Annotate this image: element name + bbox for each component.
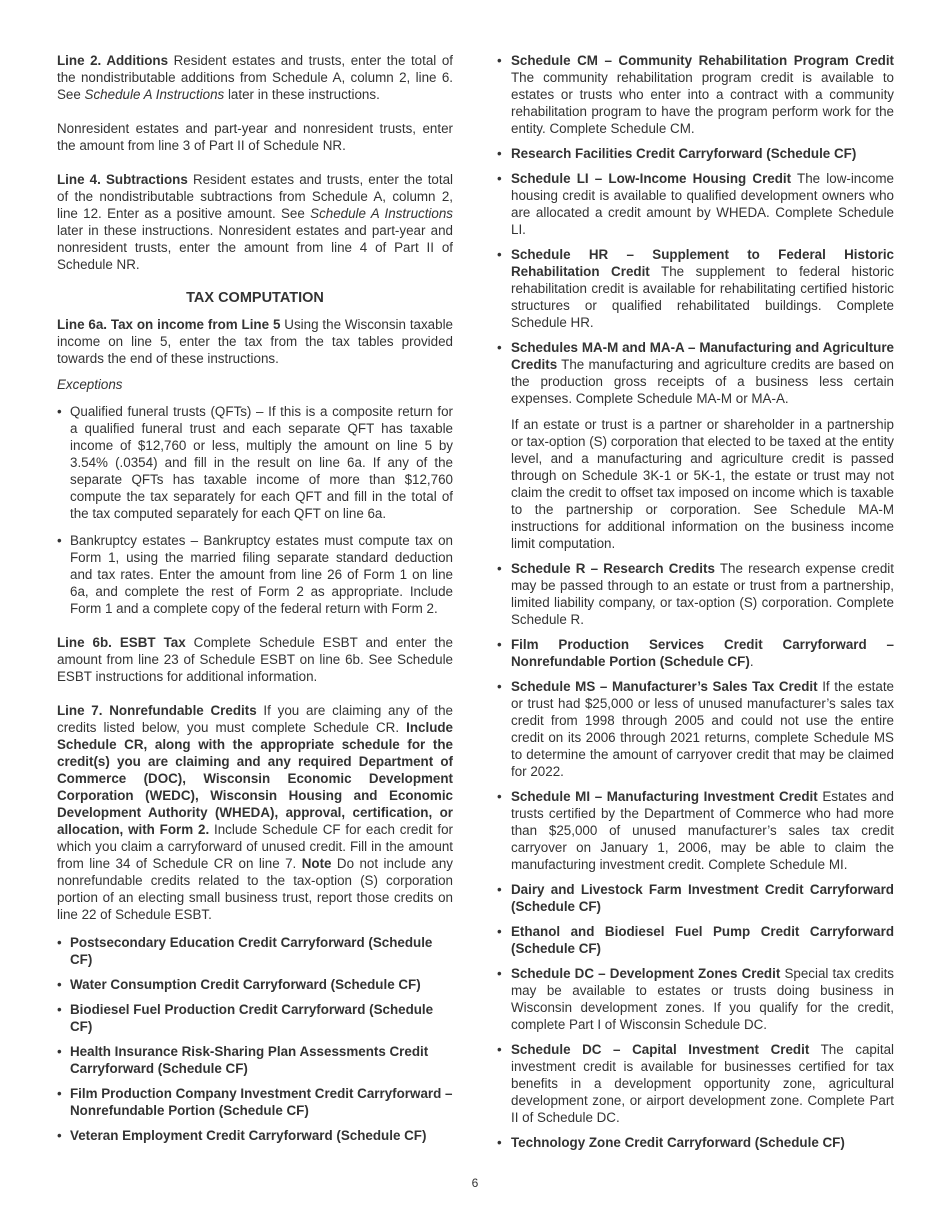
line4-text: Resident estates and trusts, enter the total of the nondistributable subtractions from Schedule A, column 2, line 12. Enter as a positive amount. See: [57, 172, 454, 221]
line7-text: If you are claiming any of the credits listed below, you must complete Schedule CR.: [57, 703, 453, 735]
exceptions-label: Exceptions: [57, 377, 123, 392]
page-number: 6: [471, 1176, 479, 1190]
list-item: • Water Consumption Credit Carryforward (Schedule CF): [57, 977, 421, 992]
list-item: • Veteran Employment Credit Carryforward (Schedule CF): [57, 1128, 427, 1143]
line6b-paragraph: [57, 634, 453, 685]
credit-title: Schedule CM – Community Rehabilitation Program Credit: [511, 53, 894, 68]
exceptions-list: [57, 403, 453, 617]
exception-text: Qualified funeral trusts (QFTs) – If this is a composite return for a qualified funeral trust and each separate QFT has taxable income of $12,760 or less, multiply the amount on line 5 by 3.54% (.0354) and fill in the result on line 6a. If any of the separate QFTs has taxable income of more than $12,760 compute the tax separately for each QFT and fill in the total of the tax computed separately for each QFT on line 6a.: [70, 404, 453, 521]
list-item: • Schedule MS – Manufacturer’s Sales Tax Credit If the estate or trust had $25,000 or less of unused manufacturer’s sales tax credit from 1998 through 2005 and could not use the entire credit on its 2006 through 2021 returns, complete Schedule MS to determine the amount of carryover credit that may be claimed for 2022.: [497, 679, 894, 779]
line6a-paragraph: [57, 316, 453, 367]
credit-text: The research expense credit may be passed through to an estate or trust from a partnership, limited liability company, or tax-option (S) corporation. Complete Schedule R.: [511, 561, 894, 627]
exception-text: Bankruptcy estates – Bankruptcy estates must compute tax on Form 1, using the married filing separate standard deduction and tax rates. Enter the amount from line 26 of Form 1 on line 6a, and complete the rest of Form 2 as appropriate. Include Form 1 and a complete copy of the federal return with Form 2.: [70, 533, 453, 616]
credit-title: Research Facilities Credit Carryforward (Schedule CF): [511, 146, 857, 161]
credit-text: Estates and trusts certified by the Department of Commerce who had more than $25,000 of unused manufacturer’s sales tax credit carryover on January 1, 2006, may be able to claim the manufacturing investment credit. Complete Schedule MI.: [511, 789, 894, 872]
list-item: • Bankruptcy estates – Bankruptcy estates must compute tax on Form 1, using the married filing separate standard deduction and tax rates. Enter the amount from line 26 of Form 1 on line 6a, and complete the rest of Form 2 as appropriate. Include Form 1 and a complete copy of the federal return with Form 2.: [57, 533, 453, 616]
credit-title: Dairy and Livestock Farm Investment Credit Carryforward (Schedule CF): [511, 882, 894, 914]
list-item: • Film Production Services Credit Carryforward – Nonrefundable Portion (Schedule CF).: [497, 637, 894, 669]
list-item: • Research Facilities Credit Carryforward (Schedule CF): [497, 146, 857, 161]
credit-label: Health Insurance Risk-Sharing Plan Assessments Credit Carryforward (Schedule CF): [70, 1044, 429, 1076]
list-item: • Health Insurance Risk-Sharing Plan Assessments Credit Carryforward (Schedule CF): [57, 1044, 429, 1076]
list-item: • Schedules MA-M and MA-A – Manufacturing and Agriculture Credits The manufacturing and agriculture credits are based on the production gross receipts of a business less certain expenses. Complete Schedule MA-M or MA-A. If an estate or trust is a partner or shareholder in a partnership or tax-option (S) corporation that elected to be taxed at the entity level, and a manufacturing and agriculture credit is passed through on Schedule 3K-1 or 5K-1, the estate or trust may not claim the credit to offset tax imposed on income which is taxable to the partnership or corporation. See Schedule MA-M instructions for additional information on the business income limit computation.: [497, 340, 894, 551]
line4-title: Line 4. Subtractions: [57, 172, 188, 187]
line6a-text: Using the Wisconsin taxable income on line 5, enter the tax from the tax tables provided towards the end of these instructions.: [57, 317, 453, 366]
credit-title: Schedules MA-M and MA-A – Manufacturing and Agriculture Credits: [511, 340, 894, 372]
line4-italic: Schedule A Instructions: [310, 206, 454, 221]
credit-label: Veteran Employment Credit Carryforward (Schedule CF): [70, 1128, 427, 1143]
list-item: • Film Production Company Investment Credit Carryforward – Nonrefundable Portion (Schedule CF): [57, 1086, 453, 1118]
tax-computation-heading: TAX COMPUTATION: [186, 290, 324, 306]
list-item: • Technology Zone Credit Carryforward (Schedule CF): [497, 1135, 845, 1150]
list-item: • Schedule CM – Community Rehabilitation Program Credit The community rehabilitation program credit is available to estates or trusts who enter into a contract with a community rehabilitation program to have the program perform work for the entity. Complete Schedule CM.: [497, 53, 894, 136]
credit-title: Schedule HR – Supplement to Federal Historic Rehabilitation Credit: [511, 247, 894, 279]
credit-title: Schedule MS – Manufacturer’s Sales Tax Credit: [511, 679, 818, 694]
line2-title: Line 2. Additions: [57, 53, 169, 68]
credit-text: The manufacturing and agriculture credits are based on the production gross receipts of a business less certain expenses. Complete Schedule MA-M or MA-A.: [511, 357, 894, 406]
list-item: • Schedule HR – Supplement to Federal Historic Rehabilitation Credit The supplement to federal historic rehabilitation credit is available for rehabilitating certified historic structures or qualified rehabilitated buildings. Complete Schedule HR.: [497, 247, 894, 330]
credit-title: Schedule MI – Manufacturing Investment Credit: [511, 789, 818, 804]
right-column: [497, 52, 894, 1159]
list-item: • Ethanol and Biodiesel Fuel Pump Credit Carryforward (Schedule CF): [497, 924, 894, 956]
list-item: • Schedule R – Research Credits The research expense credit may be passed through to an estate or trust from a partnership, limited liability company, or tax-option (S) corporation. Complete Schedule R.: [497, 561, 894, 627]
credits-list: [57, 934, 453, 1144]
credit-text: If the estate or trust had $25,000 or less of unused manufacturer’s sales tax credit from 1998 through 2005 and could not use the entire credit on its 2006 through 2021 returns, complete Schedule MS to determine the amount of carryover credit that may be claimed for 2022.: [511, 679, 894, 779]
credit-label: Biodiesel Fuel Production Credit Carryforward (Schedule CF): [70, 1002, 434, 1034]
credit-title: Schedule LI – Low-Income Housing Credit: [511, 171, 792, 186]
credit-text: .: [749, 654, 754, 669]
list-item: • Biodiesel Fuel Production Credit Carryforward (Schedule CF): [57, 1002, 434, 1034]
line7-text-end: Do not include any nonrefundable credits related to the tax-option (S) corporation portion of an electing small business trust, report those credits on line 22 of Schedule ESBT.: [57, 856, 453, 922]
credit-text: Special tax credits may be available to estates or trusts doing business in Wisconsin development zones. If you qualify for the credit, complete Part I of Wisconsin Schedule DC.: [511, 966, 894, 1032]
line2-text: Resident estates and trusts, enter the total of the nondistributable additions from Schedule A, column 2, line 6. See: [57, 53, 453, 102]
right-credits-list: [497, 52, 894, 1151]
line4-paragraph: [57, 171, 453, 273]
line4-text-end: later in these instructions. Nonresident estates and part-year and nonresident trusts, enter the amount from line 4 of Part II of Schedule NR.: [57, 223, 453, 272]
credit-label: Film Production Company Investment Credit Carryforward – Nonrefundable Portion (Schedule CF): [70, 1086, 453, 1118]
nonresident-paragraph: Nonresident estates and part-year and nonresident trusts, enter the amount from line 3 of Part II of Schedule NR.: [57, 121, 453, 153]
line7-text-mid: Include Schedule CF for each credit for which you claim a carryforward of unused credit. Fill in the amount from line 34 of Schedule CR on line 7.: [57, 822, 453, 871]
credit-subparagraph: If an estate or trust is a partner or shareholder in a partnership or tax-option (S) corporation that elected to be taxed at the entity level, and a manufacturing and agriculture credit is passed through on Schedule 3K-1 or 5K-1, the estate or trust may not claim the credit to offset tax imposed on income which is taxable to the partnership or corporation. See Schedule MA-M instructions for additional information on the business income limit computation.: [511, 417, 894, 551]
line6b-text: Complete Schedule ESBT and enter the amount from line 23 of Schedule ESBT on line 6b. See Schedule ESBT instructions for additional information.: [57, 635, 453, 684]
credit-label: Water Consumption Credit Carryforward (Schedule CF): [70, 977, 421, 992]
credit-label: Postsecondary Education Credit Carryforward (Schedule CF): [70, 935, 433, 967]
list-item: • Schedule DC – Development Zones Credit Special tax credits may be available to estates or trusts doing business in Wisconsin development zones. If you qualify for the credit, complete Part I of Wisconsin Schedule DC.: [497, 966, 894, 1032]
credit-title: Film Production Services Credit Carryforward – Nonrefundable Portion (Schedule CF): [511, 637, 894, 669]
list-item: • Dairy and Livestock Farm Investment Credit Carryforward (Schedule CF): [497, 882, 894, 914]
line2-text-end: later in these instructions.: [224, 87, 380, 102]
credit-text: The capital investment credit is available for businesses certified for tax benefits in a development opportunity zone, agricultural development zone, or airport development zone. Complete Part II of Schedule DC.: [511, 1042, 894, 1125]
credit-title: Technology Zone Credit Carryforward (Schedule CF): [511, 1135, 845, 1150]
credit-title: Ethanol and Biodiesel Fuel Pump Credit Carryforward (Schedule CF): [511, 924, 894, 956]
credit-title: Schedule DC – Capital Investment Credit: [511, 1042, 810, 1057]
line2-italic: Schedule A Instructions: [84, 87, 225, 102]
list-item: • Postsecondary Education Credit Carryforward (Schedule CF): [57, 935, 433, 967]
list-item: • Schedule LI – Low-Income Housing Credit The low-income housing credit is available to qualified development owners who are allocated a credit amount by WHEDA. Complete Schedule LI.: [497, 171, 894, 237]
left-column: [57, 52, 453, 1152]
line7-title: Line 7. Nonrefundable Credits: [57, 703, 257, 718]
line2-paragraph: [57, 52, 453, 103]
credit-title: Schedule R – Research Credits: [511, 561, 715, 576]
line7-paragraph: [57, 702, 453, 923]
credit-text: The low-income housing credit is available to qualified development owners who are allocated a credit amount by WHEDA. Complete Schedule LI.: [511, 171, 894, 237]
line6b-title: Line 6b. ESBT Tax: [57, 635, 186, 650]
line7-bold: Include Schedule CR, along with the appropriate schedule for the credit(s) you are claiming and any required Department of Commerce (DOC), Wisconsin Economic Development Corporation (WEDC), Wisconsin Housing and Economic Development Authority (WHEDA), approval, certification, or allocation, with Form 2.: [57, 720, 453, 837]
line6a-title: Line 6a. Tax on income from Line 5: [57, 317, 281, 332]
line7-note: Note: [301, 856, 332, 871]
credit-text: The community rehabilitation program credit is available to estates or trusts who enter into a contract with a community rehabilitation program to have the program perform work for the entity. Complete Schedule CM.: [511, 70, 894, 136]
list-item: • Schedule MI – Manufacturing Investment Credit Estates and trusts certified by the Department of Commerce who had more than $25,000 of unused manufacturer’s sales tax credit carryover on January 1, 2006, may be able to claim the manufacturing investment credit. Complete Schedule MI.: [497, 789, 894, 872]
list-item: • Schedule DC – Capital Investment Credit The capital investment credit is available for businesses certified for tax benefits in a development opportunity zone, agricultural development zone, or airport development zone. Complete Part II of Schedule DC.: [497, 1042, 894, 1125]
credit-title: Schedule DC – Development Zones Credit: [511, 966, 781, 981]
credit-text: The supplement to federal historic rehabilitation credit is available for rehabilitating certified historic structures or qualified rehabilitated buildings. Complete Schedule HR.: [511, 264, 894, 330]
list-item: • Qualified funeral trusts (QFTs) – If this is a composite return for a qualified funeral trust and each separate QFT has taxable income of $12,760 or less, multiply the amount on line 5 by 3.54% (.0354) and fill in the result on line 6a. If any of the separate QFTs has taxable income of more than $12,760 compute the tax separately for each QFT and fill in the total of the tax computed separately for each QFT on line 6a.: [57, 404, 453, 521]
